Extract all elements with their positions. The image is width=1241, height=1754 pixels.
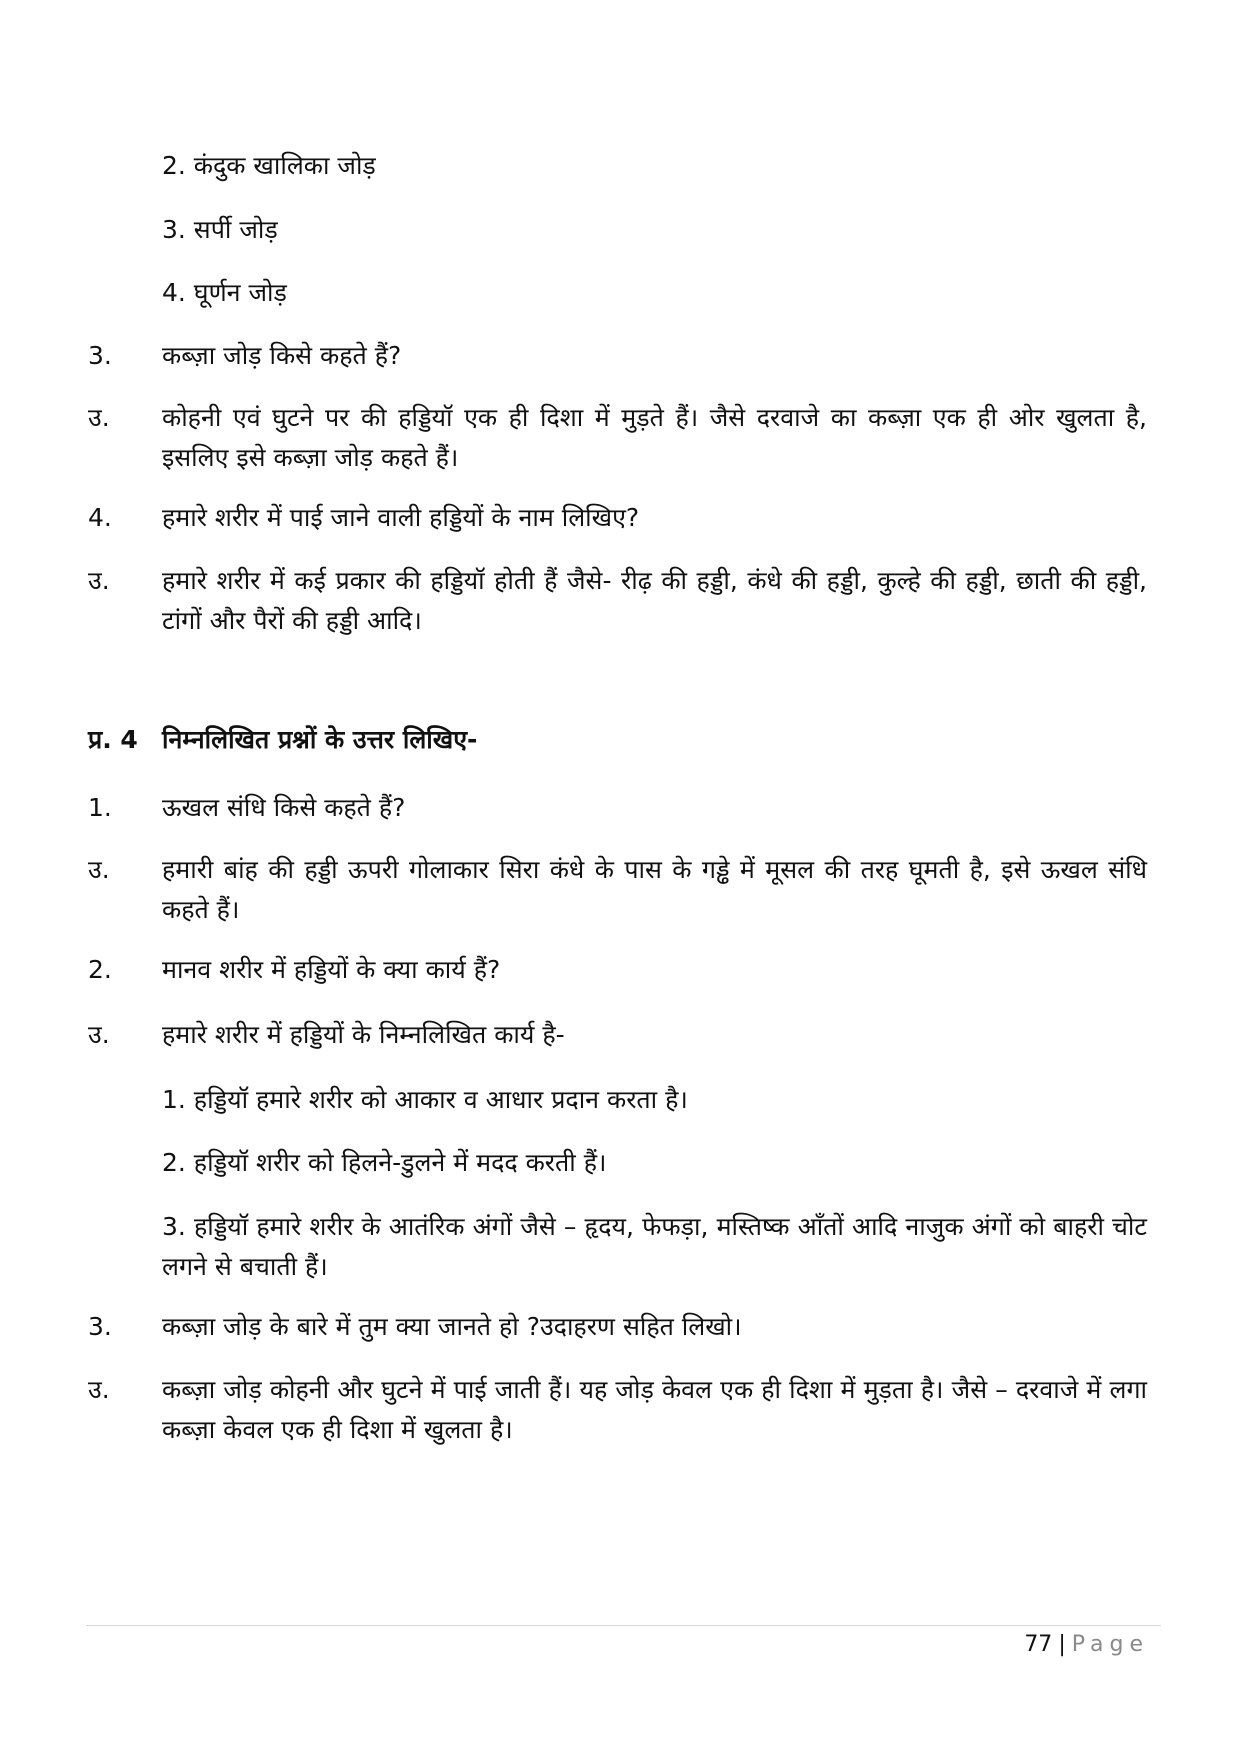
answer-text: कोहनी एवं घुटने पर की हड्डियॉ एक ही दिशा में मुड़ते हैं। जैसे दरवाजे का कब्ज़ा एक ही ओर खुलता है, इसलिए इसे कब्ज़ा जोड़ कहते हैं। bbox=[162, 403, 1147, 472]
question-number: 3. bbox=[88, 341, 112, 370]
section-number: प्र. 4 bbox=[88, 725, 138, 754]
answer-marker: उ. bbox=[88, 566, 110, 595]
question-text: कब्ज़ा जोड़ के बारे में तुम क्या जानते हो ?उदाहरण सहित लिखो। bbox=[162, 1312, 742, 1341]
list-item: 2. कंदुक खालिका जोड़ bbox=[162, 151, 376, 180]
question-number: 4. bbox=[88, 503, 112, 532]
answer-marker: उ. bbox=[88, 855, 110, 884]
question-text: ऊखल संधि किसे कहते हैं? bbox=[162, 793, 406, 822]
answer-text: हमारे शरीर में हड्डियों के निम्नलिखित कार्य है- bbox=[162, 1020, 565, 1049]
answer-text: हमारे शरीर में कई प्रकार की हड्डियॉ होती हैं जैसे- रीढ़ की हड्डी, कंधे की हड्डी, कुल्हे की हड्डी, छाती की हड्डी, टांगों और पैरों की हड्डी आदि। bbox=[162, 566, 1147, 635]
list-item: 3. हड्डियॉ हमारे शरीर के आतंरिक अंगों जैसे – हृदय, फेफड़ा, मस्तिष्क आँतों आदि नाजुक अंगों को बाहरी चोट लगने से बचाती हैं। bbox=[162, 1212, 1147, 1281]
list-item: 3. सर्पी जोड़ bbox=[162, 215, 278, 244]
question-text: मानव शरीर में हड्डियों के क्या कार्य हैं? bbox=[162, 955, 501, 984]
page-number: 77 bbox=[1024, 1632, 1053, 1657]
question-number: 2. bbox=[88, 955, 112, 984]
page-label: Page bbox=[1071, 1632, 1149, 1657]
answer-text: कब्ज़ा जोड़ कोहनी और घुटने में पाई जाती हैं। यह जोड़ केवल एक ही दिशा में मुड़ता है। जैसे – दरवाजे में लगा कब्ज़ा केवल एक ही दिशा में खुलता है। bbox=[162, 1375, 1147, 1444]
question-text: हमारे शरीर में पाई जाने वाली हड्डियों के नाम लिखिए? bbox=[162, 503, 640, 532]
question-number: 1. bbox=[88, 793, 112, 822]
footer-separator: | bbox=[1058, 1632, 1066, 1657]
answer-marker: उ. bbox=[88, 403, 110, 432]
list-item: 4. घूर्णन जोड़ bbox=[162, 278, 287, 307]
question-number: 3. bbox=[88, 1312, 112, 1341]
question-text: कब्ज़ा जोड़ किसे कहते हैं? bbox=[162, 341, 402, 370]
answer-marker: उ. bbox=[88, 1020, 110, 1049]
page-footer bbox=[1024, 1630, 1149, 1660]
answer-text: हमारी बांह की हड्डी ऊपरी गोलाकार सिरा कंधे के पास के गड्ढे में मूसल की तरह घूमती है, इसे ऊखल संधि कहते हैं। bbox=[162, 855, 1147, 924]
list-item: 1. हड्डियॉ हमारे शरीर को आकार व आधार प्रदान करता है। bbox=[162, 1085, 688, 1114]
answer-marker: उ. bbox=[88, 1375, 110, 1404]
list-item: 2. हड्डियॉ शरीर को हिलने-डुलने में मदद करती हैं। bbox=[162, 1148, 607, 1177]
section-title: निम्नलिखित प्रश्नों के उत्तर लिखिए- bbox=[162, 725, 478, 754]
footer-divider bbox=[86, 1625, 1161, 1626]
